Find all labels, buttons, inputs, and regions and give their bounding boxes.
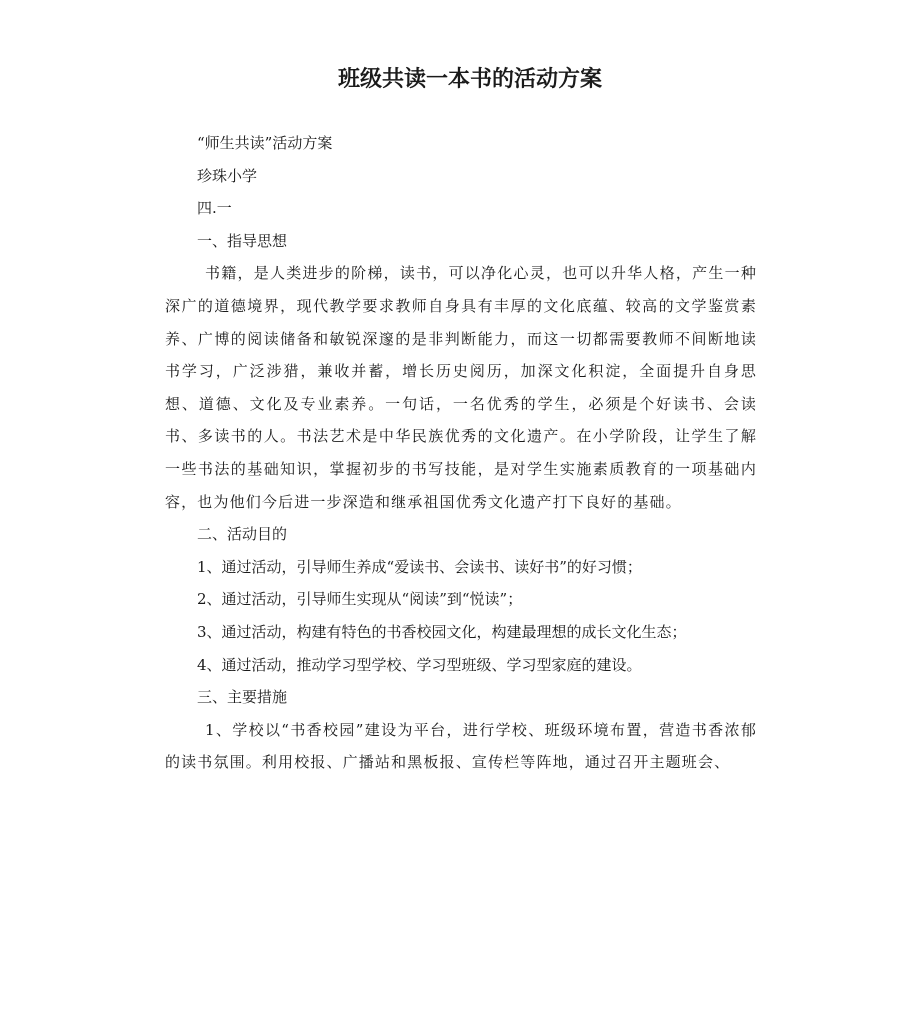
section-heading-activity-goals: 二、活动目的 <box>197 525 288 544</box>
main-measures-paragraph: 1、学校以“书香校园”建设为平台，进行学校、班级环境布置，营造书香浓郁的读书氛围。利用校报、广播站和黑板报、宣传栏等阵地，通过召开主题班会、 <box>165 720 757 772</box>
class-name: 四.一 <box>197 199 232 218</box>
school-name: 珍珠小学 <box>197 166 258 185</box>
goal-item: 3、通过活动，构建有特色的书香校园文化，构建最理想的成长文化生态； <box>197 622 687 641</box>
document-body <box>165 127 757 779</box>
section-heading-guiding-thought: 一、指导思想 <box>197 231 288 250</box>
document-subtitle: “师生共读”活动方案 <box>197 134 333 152</box>
guiding-thought-paragraph: 书籍，是人类进步的阶梯，读书，可以净化心灵，也可以升华人格，产生一种深广的道德境界，现代教学要求教师自身具有丰厚的文化底蕴、较高的文学鉴赏素养、广博的阅读储备和敏锐深邃的是非判断能力，而这一切都需要教师不间断地读书学习，广泛涉猎，兼收并蓄，增长历史阅历，加深文化积淀，全面提升自身思想、道德、文化及专业素养。一句话，一名优秀的学生，必须是个好读书、会读书、多读书的人。书法艺术是中华民族优秀的文化遗产。在小学阶段，让学生了解一些书法的基础知识，掌握初步的书写技能，是对学生实施素质教育的一项基础内容，也为他们今后进一步深造和继承祖国优秀文化遗产打下良好的基础。 <box>165 264 757 511</box>
document-title: 班级共读一本书的活动方案 <box>337 67 602 92</box>
goal-item: 2、通过活动，引导师生实现从“阅读”到“悦读”； <box>197 590 523 609</box>
goal-item: 4、通过活动，推动学习型学校、学习型班级、学习型家庭的建设。 <box>197 655 642 674</box>
section-heading-main-measures: 三、主要措施 <box>197 688 288 707</box>
goal-item: 1、通过活动，引导师生养成“爱读书、会读书、读好书”的好习惯； <box>197 557 642 576</box>
